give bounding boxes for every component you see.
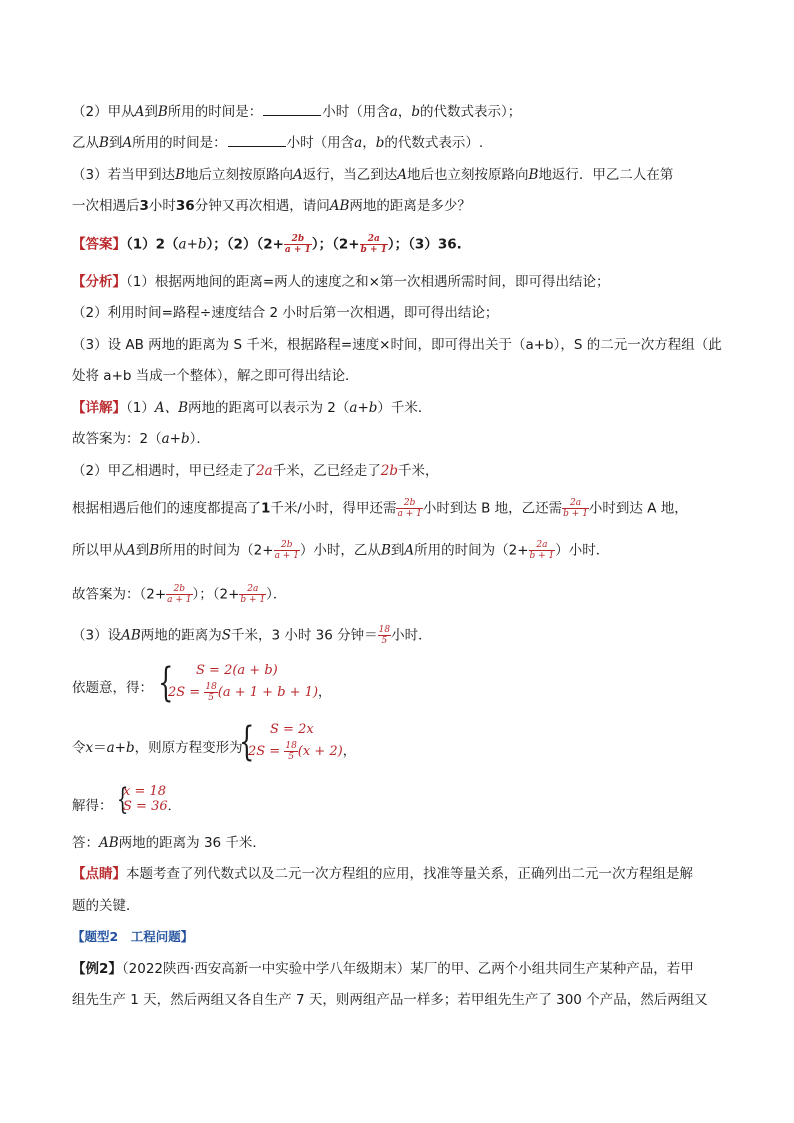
text: (a + 1 + b + 1) <box>217 685 319 700</box>
math: A、B <box>154 400 189 416</box>
fraction <box>360 234 388 255</box>
text: （2）甲从 <box>72 104 135 120</box>
text: ， <box>397 104 412 120</box>
text: 两地的距离为 36 千米． <box>118 835 266 851</box>
fraction <box>239 584 266 605</box>
var-x: x <box>85 740 94 756</box>
text: 小时到达 A 地， <box>588 500 688 517</box>
var-B: B <box>149 542 160 559</box>
detail-line-8 <box>72 678 153 698</box>
analysis-tag: 【分析】 <box>72 274 126 290</box>
frac-num: 18 <box>205 682 217 692</box>
text: (x + 2) <box>297 744 343 759</box>
var-AB: AB <box>121 627 141 644</box>
detail-line-6 <box>72 584 286 605</box>
var-AB: AB <box>99 835 119 851</box>
text: （2）甲乙相遇时，甲已经走了 <box>72 463 257 479</box>
frac-num: 2a <box>562 498 589 509</box>
equation <box>168 681 331 703</box>
frac-num: 18 <box>378 625 391 635</box>
text: ＝ <box>93 740 107 756</box>
var-A: A <box>293 167 303 183</box>
q3-line-2 <box>72 196 471 216</box>
frac-den: b + 1 <box>563 509 588 519</box>
frac-den: a + 1 <box>167 595 192 605</box>
text: 千米， <box>397 463 439 479</box>
math: a+b <box>178 236 207 253</box>
math: a+b <box>161 431 190 447</box>
analysis-line-3 <box>72 335 722 355</box>
var-A: A <box>404 542 415 559</box>
var-A: A <box>397 167 408 183</box>
detail-tag: 【详解】 <box>72 400 126 416</box>
text: 乙从 <box>72 135 99 151</box>
fraction <box>204 682 217 703</box>
text: 小时 <box>148 198 176 214</box>
text: 所用的时间是： <box>132 135 227 151</box>
text: 故答案为：（2+ <box>72 586 167 603</box>
text: ）． <box>266 586 287 603</box>
text: 所以甲从 <box>72 542 126 559</box>
text: 组先生产 1 天，然后两组又各自生产 7 天，则两组产品一样多；若甲组先生产了 300 个产品，然后两组又 <box>72 992 708 1008</box>
example-line-2 <box>72 990 708 1010</box>
comment-line-1 <box>72 864 693 884</box>
text: 解得： <box>72 798 113 814</box>
frac-den: 5 <box>288 752 294 762</box>
text: 千米，乙已经走了 <box>272 463 381 479</box>
left-brace: { <box>158 660 174 706</box>
text: 地后立刻按原路向 <box>185 167 294 183</box>
q2-line-2 <box>72 133 483 153</box>
q3-line-1 <box>72 165 673 185</box>
math: a+b <box>349 400 378 416</box>
text: ． <box>167 799 181 814</box>
text: ， <box>342 744 356 759</box>
frac-den: b + 1 <box>529 551 555 561</box>
fraction <box>166 584 192 605</box>
text: 令 <box>72 740 86 756</box>
text: 一次相遇后 <box>72 198 140 214</box>
detail-line-7 <box>72 625 432 646</box>
text: （3）设 <box>72 627 122 644</box>
text: 千米/小时，得甲还需 <box>270 500 397 517</box>
frac-den: 5 <box>381 636 388 646</box>
text: （1）根据两地间的距离=两人的速度之和×第一次相遇所需时间，即可得出结论； <box>126 274 610 290</box>
detail-line-3 <box>72 461 438 481</box>
text: 千米，3 小时 36 分钟＝ <box>231 627 378 644</box>
var-A: A <box>134 104 145 120</box>
number: 1 <box>261 500 271 517</box>
comment-line-2 <box>72 896 140 916</box>
text: ）千米． <box>377 400 432 416</box>
analysis-line-4 <box>72 366 359 386</box>
example-tag: 【例2】 <box>72 961 122 977</box>
text: 地返行．甲乙二人在第 <box>538 167 674 183</box>
text: 处将 a+b 当成一个整体），解之即可得出结论． <box>72 368 359 384</box>
text: ， <box>362 135 376 151</box>
text: （1） <box>126 400 155 416</box>
text: 的代数式表示）； <box>419 104 522 120</box>
topic-label: 【题型2 工程问题】 <box>72 929 194 944</box>
text: （2022陕西·西安高新一中实验中学八年级期末）某厂的甲、乙两个小组共同生产某种产品，若甲 <box>121 961 694 977</box>
frac-num: 18 <box>285 741 297 751</box>
text: 小时到达 B 地，乙还需 <box>422 500 563 517</box>
text: ）． <box>189 431 210 447</box>
number: 36 <box>175 198 195 214</box>
math: a+b <box>106 740 135 756</box>
fraction <box>284 234 312 255</box>
topic-heading <box>72 927 193 947</box>
frac-den: 5 <box>208 693 214 703</box>
q2-line-1 <box>72 102 521 122</box>
number: 3 <box>139 198 149 214</box>
text: ，则原方程变形为 <box>134 740 243 756</box>
text: 的代数式表示）. <box>384 135 484 151</box>
text: 到 <box>108 135 123 151</box>
frac-den: b + 1 <box>360 245 387 255</box>
text: 故答案为：2（ <box>72 431 162 447</box>
detail-line-1 <box>72 398 431 418</box>
var-b: b <box>411 104 420 120</box>
text: 两地的距离是多少？ <box>349 198 471 214</box>
text: 答： <box>72 835 99 851</box>
text: ）；（3）36. <box>387 236 462 253</box>
text: 返行，当乙到达 <box>302 167 398 183</box>
frac-num: 2a <box>529 540 556 551</box>
var-b: b <box>375 135 385 151</box>
analysis-line-1 <box>72 272 609 292</box>
text: 题的关键． <box>72 898 140 914</box>
answer-blank[interactable] <box>228 133 286 147</box>
text: 2S = <box>248 744 281 759</box>
var-B: B <box>157 104 168 120</box>
comment-tag: 【点睛】 <box>72 866 126 882</box>
fraction <box>529 540 556 561</box>
var-B: B <box>528 167 539 183</box>
text: 地后也立刻按原路向 <box>407 167 529 183</box>
text: ）；（2）（2+ <box>206 236 284 253</box>
text: （1）2（ <box>126 236 179 253</box>
var-a: a <box>389 104 398 120</box>
var-B: B <box>380 542 391 559</box>
frac-num: 2b <box>284 234 312 245</box>
math: 2b <box>380 463 398 479</box>
var-A: A <box>126 542 136 559</box>
text: 小时． <box>391 627 432 644</box>
equation <box>248 740 356 762</box>
var-B: B <box>175 167 186 183</box>
frac-den: a + 1 <box>397 509 422 519</box>
var-a: a <box>354 135 363 151</box>
text: 所用的时间为（2+ <box>159 542 274 559</box>
text: 根据相遇后他们的速度都提高了 <box>72 500 261 517</box>
text: ， <box>318 685 332 700</box>
equation: S = 2x <box>270 722 314 737</box>
text: 到 <box>144 104 158 120</box>
detail-line-2 <box>72 429 210 449</box>
frac-num: 2b <box>396 498 422 509</box>
detail-line-4 <box>72 498 688 519</box>
math: 2a <box>256 463 273 479</box>
text: ）小时． <box>555 542 610 559</box>
text: 2S = <box>168 685 201 700</box>
text: ）小时，乙从 <box>299 542 381 559</box>
var-B: B <box>99 135 109 151</box>
example-line-1 <box>72 959 694 979</box>
text: 两地的距离为 <box>140 627 222 644</box>
frac-den: b + 1 <box>240 595 266 605</box>
fraction <box>396 498 422 519</box>
solution-x: x = 18 <box>123 784 167 799</box>
analysis-line-2 <box>72 303 498 323</box>
frac-num: 2b <box>166 584 192 595</box>
text: （3）若当甲到达 <box>72 167 176 183</box>
text: 小时（用含 <box>322 104 390 120</box>
detail-line-11 <box>72 833 266 853</box>
text: 所用的时间为（2+ <box>414 542 529 559</box>
text: 本题考查了列代数式以及二元一次方程组的应用，找准等量关系，正确列出二元一次方程组是解 <box>126 866 693 882</box>
answer-line <box>72 234 462 255</box>
text: ）；（2+ <box>311 236 360 253</box>
detail-line-10 <box>72 796 113 816</box>
detail-line-5 <box>72 540 609 561</box>
fraction <box>562 498 589 519</box>
text: 依题意，得： <box>72 680 153 696</box>
fraction <box>284 741 297 762</box>
text: 所用的时间是： <box>167 104 263 120</box>
text: 分钟又再次相遇，请问 <box>194 198 330 214</box>
var-S: S <box>221 627 232 644</box>
text: 两地的距离可以表示为 2（ <box>188 400 350 416</box>
frac-den: a + 1 <box>274 551 299 561</box>
var-A: A <box>122 135 133 151</box>
text: 小时（用含 <box>286 135 355 151</box>
solution-s <box>123 800 181 814</box>
text: ）；（2+ <box>192 586 240 603</box>
frac-den: a + 1 <box>284 245 311 255</box>
var-AB: AB <box>329 198 350 214</box>
text: （2）利用时间=路程÷速度结合 2 小时后第一次相遇，即可得出结论； <box>72 305 499 321</box>
text: S = 36 <box>123 799 168 814</box>
frac-num: 2a <box>360 234 388 245</box>
fraction <box>274 540 300 561</box>
frac-num: 2a <box>239 584 266 595</box>
equation: S = 2(a + b) <box>196 663 278 678</box>
text: 到 <box>390 542 405 559</box>
left-brace: { <box>116 782 129 817</box>
fraction <box>378 625 391 646</box>
text: （3）设 AB 两地的距离为 S 千米，根据路程=速度×时间，即可得出关于（a+b），S 的二元一次方程组（此 <box>72 337 722 353</box>
frac-num: 2b <box>274 540 300 551</box>
left-brace: { <box>239 719 255 765</box>
detail-line-9 <box>72 738 243 758</box>
answer-blank[interactable] <box>263 102 321 116</box>
answer-tag: 【答案】 <box>72 236 126 253</box>
text: 到 <box>135 542 150 559</box>
